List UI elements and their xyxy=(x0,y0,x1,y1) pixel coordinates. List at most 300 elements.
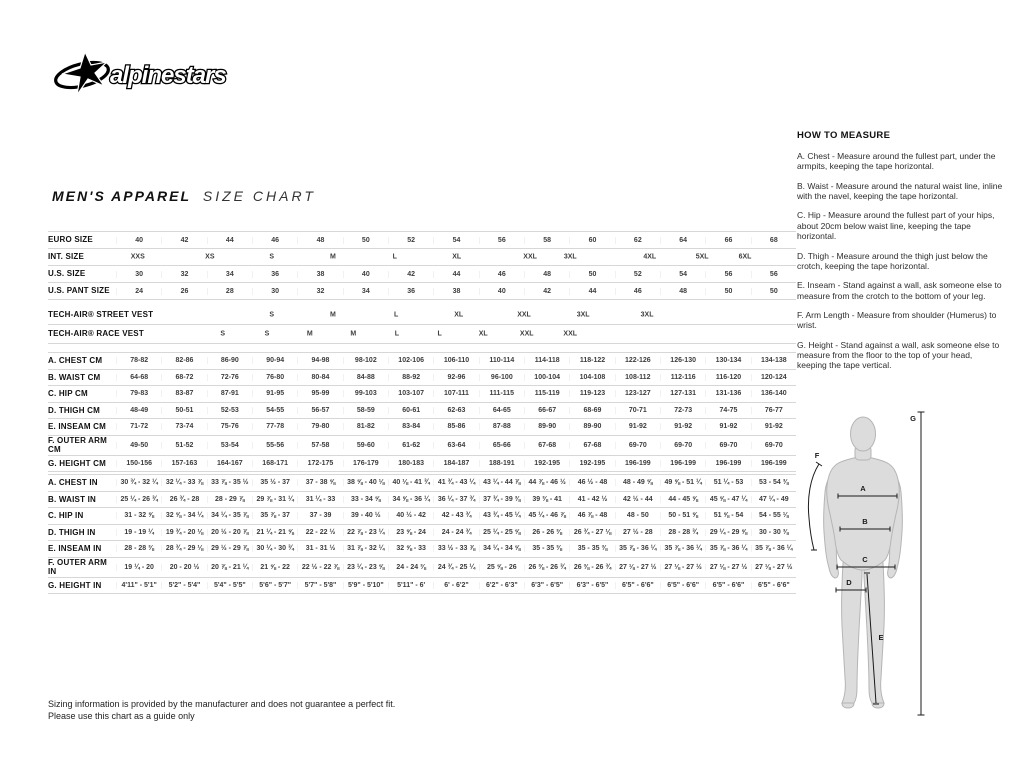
size-value-cell: 6'3" - 6'5" xyxy=(569,582,614,589)
size-value-cell: 172-175 xyxy=(297,460,342,467)
size-value-cell: 19 - 19 ¼ xyxy=(116,529,161,536)
size-value-cell: 22 ⅞ - 23 ¼ xyxy=(343,529,388,536)
row-b-waist-cm xyxy=(48,370,796,387)
size-value-cell: 23 ⅝ - 24 xyxy=(388,529,433,536)
size-value-cell: 75-76 xyxy=(207,423,252,430)
size-value-cell: 26 ¾ - 27 ⅛ xyxy=(569,529,614,536)
size-value-cell: 36 ¼ - 37 ¾ xyxy=(433,496,478,503)
size-value-cell: 6' - 6'2" xyxy=(433,582,478,589)
size-value-cell: 188-191 xyxy=(479,460,524,467)
size-value-cell: 29 ⅞ - 31 ¼ xyxy=(252,496,297,503)
row-euro-size xyxy=(48,232,796,249)
size-value-cell: 25 ¼ - 25 ⅝ xyxy=(479,529,524,536)
cm-measurements-block xyxy=(48,352,796,472)
size-value-cell: 27 ½ - 28 xyxy=(615,529,660,536)
size-value-cell: 52-53 xyxy=(207,407,252,414)
size-value-cell: 58 xyxy=(524,237,569,244)
alpinestars-logo-icon xyxy=(52,50,237,100)
size-value-cell: 50 xyxy=(569,271,614,278)
size-value-cell: 26 xyxy=(161,288,206,295)
size-value-cell: 196-199 xyxy=(705,460,750,467)
size-value-cell: 26 ⅜ - 26 ¾ xyxy=(569,564,614,571)
size-value-cell: 44 xyxy=(569,288,614,295)
row-label: F. OUTER ARM IN xyxy=(48,557,107,576)
size-value-cell: 6'5" - 6'6" xyxy=(705,582,750,589)
size-value-cell: 48 - 49 ⅝ xyxy=(615,479,660,486)
size-value-cell: 91-92 xyxy=(705,423,750,430)
row-label: U.S. PANT SIZE xyxy=(48,286,110,296)
size-value-cell: 70-71 xyxy=(615,407,660,414)
size-value-cell: 41 - 42 ½ xyxy=(569,496,614,503)
size-value-cell: 48-49 xyxy=(116,407,161,414)
size-value-cell: 89-90 xyxy=(569,423,614,430)
size-value-cell: 44 - 45 ⅝ xyxy=(660,496,705,503)
size-value-cell: 5'7" - 5'8" xyxy=(297,582,342,589)
size-value-cell: 40 ½ - 42 xyxy=(388,512,433,519)
size-value-cell: 78-82 xyxy=(116,357,161,364)
size-value-cell: 27 ⅛ - 27 ½ xyxy=(751,564,796,571)
size-value-cell: 48 xyxy=(660,288,705,295)
page-title-light: SIZE CHART xyxy=(202,188,316,204)
size-value-cell: 196-199 xyxy=(660,460,705,467)
size-value-cell: 123-127 xyxy=(615,390,660,397)
size-value-cell: 5'2" - 5'4" xyxy=(161,582,206,589)
row-label: TECH-AIR® RACE VEST xyxy=(48,329,144,339)
size-value-cell: 32 ⅝ - 33 xyxy=(388,545,433,552)
size-value-cell: 45 ¼ - 46 ⅞ xyxy=(524,512,569,519)
size-value-cell: 84-88 xyxy=(343,374,388,381)
size-value-cell: 35 ⅞ - 36 ¼ xyxy=(615,545,660,552)
size-value-cell: 184-187 xyxy=(433,460,478,467)
row-u-s-pant-size xyxy=(48,283,796,300)
size-value-cell: M xyxy=(306,330,313,338)
row-u-s-size xyxy=(48,266,796,283)
size-value-cell: 42 xyxy=(388,271,433,278)
svg-text:alpinestars: alpinestars xyxy=(110,62,226,89)
size-value-cell: 43 ¾ - 45 ¼ xyxy=(479,512,524,519)
size-value-cell: 86-90 xyxy=(207,357,252,364)
size-value-cell: 46 xyxy=(479,271,524,278)
size-value-cell: 43 ¼ - 44 ⅞ xyxy=(479,479,524,486)
size-value-cell: XXL xyxy=(563,330,578,338)
size-value-cell: 59-60 xyxy=(343,442,388,449)
size-value-cell: 35 - 35 ⅜ xyxy=(524,545,569,552)
size-value-cell: 3XL xyxy=(563,253,577,261)
size-value-cell: 32 xyxy=(161,271,206,278)
size-value-cell: 50 xyxy=(705,288,750,295)
size-value-cell: XL xyxy=(478,330,488,338)
how-to-measure-items xyxy=(797,151,1003,371)
row-a-chest-in xyxy=(48,475,796,492)
size-value-cell: 82-86 xyxy=(161,357,206,364)
size-value-cell: L xyxy=(437,330,442,338)
size-value-cell: 28 - 29 ⅞ xyxy=(207,496,252,503)
size-value-cell: 33 - 34 ⅝ xyxy=(343,496,388,503)
size-value-cell: 118-122 xyxy=(569,357,614,364)
size-value-cell: 53 - 54 ⅜ xyxy=(751,479,796,486)
table-gap xyxy=(48,344,796,352)
row-b-waist-in xyxy=(48,492,796,509)
measure-instruction-c: C. Hip - Measure around the fullest part of your hips, about 20cm below waist line, keeping the tape horizontal. xyxy=(797,210,995,242)
size-value-cell: 35 ⅞ - 36 ¼ xyxy=(705,545,750,552)
size-value-cell: 164-167 xyxy=(207,460,252,467)
page-title-bold: MEN'S APPAREL xyxy=(52,188,192,204)
measure-instruction-e: E. Inseam - Stand against a wall, ask someone else to measure from the crotch to the bottom of your leg. xyxy=(797,280,1002,301)
size-value-cell: 6'3" - 6'5" xyxy=(524,582,569,589)
size-value-cell: 5'6" - 5'7" xyxy=(252,582,297,589)
size-value-cell: 54-55 xyxy=(252,407,297,414)
size-value-cell: 106-110 xyxy=(433,357,478,364)
size-value-cell: 119-123 xyxy=(569,390,614,397)
size-value-cell: 87-88 xyxy=(479,423,524,430)
size-value-cell: 192-195 xyxy=(524,460,569,467)
size-value-cell: 31 - 32 ⅝ xyxy=(116,512,161,519)
size-span-area xyxy=(116,306,796,324)
size-value-cell: 52 xyxy=(615,271,660,278)
size-value-cell: 38 ⅝ - 40 ⅛ xyxy=(343,479,388,486)
row-int-size xyxy=(48,249,796,266)
size-value-cell: 37 - 38 ⅝ xyxy=(297,479,342,486)
size-value-cell: S xyxy=(220,330,226,338)
size-value-cell: 79-80 xyxy=(297,423,342,430)
size-value-cell: 40 xyxy=(116,237,161,244)
row-f-outer-arm-in xyxy=(48,558,796,578)
figure-label-g: G xyxy=(910,414,916,423)
size-value-cell: 50-51 xyxy=(161,407,206,414)
size-value-cell: 24 - 24 ⅜ xyxy=(388,564,433,571)
size-value-cell: L xyxy=(392,253,397,261)
size-value-cell: 44 ⅞ - 46 ½ xyxy=(524,479,569,486)
size-value-cell: 122-126 xyxy=(615,357,660,364)
size-span-area xyxy=(116,325,796,343)
row-a-chest-cm xyxy=(48,353,796,370)
size-value-cell: 30 xyxy=(252,288,297,295)
size-value-cell: 79-83 xyxy=(116,390,161,397)
size-value-cell: M xyxy=(329,253,336,261)
size-value-cell: 50 xyxy=(343,237,388,244)
size-value-cell: 72-76 xyxy=(207,374,252,381)
row-label: A. CHEST CM xyxy=(48,356,103,366)
size-value-cell: 96-100 xyxy=(479,374,524,381)
size-value-cell: 20 ⅞ - 21 ¼ xyxy=(207,564,252,571)
size-value-cell: 74-75 xyxy=(705,407,750,414)
size-value-cell: 126-130 xyxy=(660,357,705,364)
size-value-cell: 61-62 xyxy=(388,442,433,449)
figure-label-d: D xyxy=(846,578,852,587)
size-value-cell: 89-90 xyxy=(524,423,569,430)
size-value-cell: 80-84 xyxy=(297,374,342,381)
size-value-cell: 66 xyxy=(705,237,750,244)
size-value-cell: 64-68 xyxy=(116,374,161,381)
size-value-cell: 24 - 24 ¾ xyxy=(433,529,478,536)
size-value-cell: 136-140 xyxy=(751,390,796,397)
size-value-cell: 62 xyxy=(615,237,660,244)
size-value-cell: 81-82 xyxy=(343,423,388,430)
size-value-cell: 115-119 xyxy=(524,390,569,397)
size-value-cell: 127-131 xyxy=(660,390,705,397)
size-value-cell: 40 xyxy=(479,288,524,295)
size-value-cell: 31 ¼ - 33 xyxy=(297,496,342,503)
size-value-cell: 54 xyxy=(660,271,705,278)
size-value-cell: 45 ⅝ - 47 ¼ xyxy=(705,496,750,503)
size-value-cell: 53-54 xyxy=(207,442,252,449)
row-label: C. HIP IN xyxy=(48,511,84,521)
size-value-cell: 51 ⅝ - 54 xyxy=(705,512,750,519)
size-value-cell: 20 ½ - 20 ⅞ xyxy=(207,529,252,536)
size-value-cell: 87-91 xyxy=(207,390,252,397)
row-d-thigh-in xyxy=(48,525,796,542)
size-value-cell: 46 xyxy=(252,237,297,244)
size-value-cell: 134-138 xyxy=(751,357,796,364)
size-value-cell: 77-78 xyxy=(252,423,297,430)
size-value-cell: 48 - 50 xyxy=(615,512,660,519)
size-value-cell: 56 xyxy=(479,237,524,244)
row-tech-air-street-vest xyxy=(48,306,796,325)
size-value-cell: 91-95 xyxy=(252,390,297,397)
measure-instruction-a: A. Chest - Measure around the fullest part, under the armpits, keeping the tape horizontal. xyxy=(797,151,996,172)
row-label: B. WAIST CM xyxy=(48,372,101,382)
size-value-cell: XS xyxy=(205,253,215,261)
row-label: C. HIP CM xyxy=(48,389,88,399)
size-value-cell: 120-124 xyxy=(751,374,796,381)
size-value-cell: 27 ⅛ - 27 ½ xyxy=(615,564,660,571)
size-value-cell: 26 ⅜ - 26 ¾ xyxy=(524,564,569,571)
size-value-cell: 60 xyxy=(569,237,614,244)
size-value-cell: 69-70 xyxy=(660,442,705,449)
size-value-cell: XL xyxy=(452,253,462,261)
size-value-cell: 36 xyxy=(252,271,297,278)
size-value-cell: 26 ¾ - 28 xyxy=(161,496,206,503)
size-value-cell: 49 ⅝ - 51 ¼ xyxy=(660,479,705,486)
size-value-cell: 42 xyxy=(524,288,569,295)
size-value-cell: 42 - 43 ¾ xyxy=(433,512,478,519)
size-value-cell: 5'11" - 6' xyxy=(388,582,433,589)
size-value-cell: 39 - 40 ½ xyxy=(343,512,388,519)
size-value-cell: M xyxy=(350,330,357,338)
size-value-cell: 67-68 xyxy=(569,442,614,449)
size-value-cell: 83-87 xyxy=(161,390,206,397)
size-value-cell: 5'4" - 5'5" xyxy=(207,582,252,589)
size-value-cell: 23 ¼ - 23 ⅝ xyxy=(343,564,388,571)
size-value-cell: 168-171 xyxy=(252,460,297,467)
size-value-cell: 3XL xyxy=(576,311,590,319)
size-value-cell: 68-72 xyxy=(161,374,206,381)
size-value-cell: 35 - 35 ⅜ xyxy=(569,545,614,552)
size-value-cell: 40 xyxy=(343,271,388,278)
size-value-cell: 91-92 xyxy=(660,423,705,430)
size-value-cell: 37 ¾ - 39 ⅜ xyxy=(479,496,524,503)
size-value-cell: 64 xyxy=(660,237,705,244)
size-value-cell: 30 ¼ - 30 ¾ xyxy=(252,545,297,552)
measurement-figure xyxy=(788,400,1020,740)
size-value-cell: 42 xyxy=(161,237,206,244)
row-label: EURO SIZE xyxy=(48,235,93,245)
row-e-inseam-in xyxy=(48,541,796,558)
size-value-cell: 34 ⅝ - 36 ¼ xyxy=(388,496,433,503)
row-g-height-cm xyxy=(48,456,796,473)
size-table-header-block xyxy=(48,231,796,300)
size-value-cell: 56-57 xyxy=(297,407,342,414)
size-value-cell: 114-118 xyxy=(524,357,569,364)
size-value-cell: 6'5" - 6'6" xyxy=(751,582,796,589)
size-value-cell: 76-80 xyxy=(252,374,297,381)
measure-instruction-d: D. Thigh - Measure around the thigh just below the crotch, keeping the tape horizontal. xyxy=(797,250,988,271)
size-value-cell: 88-92 xyxy=(388,374,433,381)
size-value-cell: 28 - 28 ¾ xyxy=(660,529,705,536)
size-table xyxy=(48,231,796,594)
size-value-cell: 48 xyxy=(297,237,342,244)
size-value-cell: L xyxy=(394,311,399,319)
size-value-cell: 3XL xyxy=(640,311,654,319)
size-value-cell: 98-102 xyxy=(343,357,388,364)
size-value-cell: 35 ½ - 37 xyxy=(252,479,297,486)
size-value-cell: XXS xyxy=(130,253,145,261)
size-value-cell: 103-107 xyxy=(388,390,433,397)
size-value-cell: 150-156 xyxy=(116,460,161,467)
size-value-cell: 28 xyxy=(207,288,252,295)
size-value-cell: 19 ¼ - 20 xyxy=(116,564,161,571)
size-value-cell: 48 xyxy=(524,271,569,278)
size-value-cell: 32 ¼ - 33 ⅞ xyxy=(161,479,206,486)
size-value-cell: 55-56 xyxy=(252,442,297,449)
size-value-cell: 91-92 xyxy=(615,423,660,430)
size-value-cell: 63-64 xyxy=(433,442,478,449)
page-title xyxy=(52,188,316,204)
size-value-cell: 90-94 xyxy=(252,357,297,364)
size-value-cell: 32 ⅝ - 34 ¼ xyxy=(161,512,206,519)
row-label: D. THIGH CM xyxy=(48,405,100,415)
size-value-cell: L xyxy=(394,330,399,338)
size-value-cell: XXL xyxy=(517,311,531,319)
size-value-cell: 33 ½ - 33 ⅞ xyxy=(433,545,478,552)
size-value-cell: 32 xyxy=(297,288,342,295)
size-value-cell: 196-199 xyxy=(751,460,796,467)
size-value-cell: 69-70 xyxy=(751,442,796,449)
size-value-cell: 21 ⅝ - 22 xyxy=(252,564,297,571)
size-value-cell: 51 ¼ - 53 xyxy=(705,479,750,486)
how-to-measure-title: HOW TO MEASURE xyxy=(797,130,891,141)
size-value-cell: 30 ¾ - 32 ¼ xyxy=(116,479,161,486)
size-value-cell: 5'9" - 5'10" xyxy=(343,582,388,589)
row-label: D. THIGH IN xyxy=(48,527,96,537)
row-label: A. CHEST IN xyxy=(48,478,98,488)
size-value-cell: 22 ½ - 22 ⅞ xyxy=(297,564,342,571)
size-value-cell: S xyxy=(264,330,270,338)
size-value-cell: 34 xyxy=(343,288,388,295)
figure-label-c: C xyxy=(862,555,868,564)
row-e-inseam-cm xyxy=(48,419,796,436)
size-value-cell: 54 xyxy=(433,237,478,244)
size-value-cell: 62-63 xyxy=(433,407,478,414)
size-value-cell: 68 xyxy=(751,237,796,244)
size-value-cell: 39 ⅜ - 41 xyxy=(524,496,569,503)
size-value-cell: 6'2" - 6'3" xyxy=(479,582,524,589)
size-value-cell: 47 ¼ - 49 xyxy=(751,496,796,503)
row-c-hip-in xyxy=(48,508,796,525)
row-label: B. WAIST IN xyxy=(48,494,96,504)
size-value-cell: 196-199 xyxy=(615,460,660,467)
size-value-cell: 6'5" - 6'6" xyxy=(660,582,705,589)
size-value-cell: 100-104 xyxy=(524,374,569,381)
size-value-cell: 50 xyxy=(751,288,796,295)
size-value-cell: 29 ½ - 29 ⅞ xyxy=(207,545,252,552)
size-value-cell: 58-59 xyxy=(343,407,388,414)
size-value-cell: 29 ¼ - 29 ⅝ xyxy=(705,529,750,536)
size-value-cell: 56 xyxy=(751,271,796,278)
size-value-cell: 116-120 xyxy=(705,374,750,381)
row-tech-air-race-vest xyxy=(48,325,796,344)
size-value-cell: 76-77 xyxy=(751,407,796,414)
size-value-cell: 34 ¼ - 34 ⅝ xyxy=(479,545,524,552)
size-value-cell: 102-106 xyxy=(388,357,433,364)
size-value-cell: 130-134 xyxy=(705,357,750,364)
size-value-cell: 131-136 xyxy=(705,390,750,397)
size-value-cell: 92-96 xyxy=(433,374,478,381)
row-d-thigh-cm xyxy=(48,403,796,420)
size-value-cell: 28 - 28 ⅜ xyxy=(116,545,161,552)
size-value-cell: 49-50 xyxy=(116,442,161,449)
size-value-cell: 37 - 39 xyxy=(297,512,342,519)
size-value-cell: 34 xyxy=(207,271,252,278)
row-g-height-in xyxy=(48,578,796,595)
size-value-cell: 5XL xyxy=(695,253,709,261)
size-value-cell: 50 - 51 ⅝ xyxy=(660,512,705,519)
row-label: G. HEIGHT CM xyxy=(48,458,106,468)
measure-instruction-g: G. Height - Stand against a wall, ask someone else to measure from the floor to the top of your head, keeping the tape vertical. xyxy=(797,339,1000,371)
size-value-cell: 192-195 xyxy=(569,460,614,467)
size-value-cell: 60-61 xyxy=(388,407,433,414)
how-to-measure-section xyxy=(797,130,1003,380)
size-value-cell: 6'5" - 6'6" xyxy=(615,582,660,589)
size-value-cell: 66-67 xyxy=(524,407,569,414)
size-value-cell: 112-116 xyxy=(660,374,705,381)
size-value-cell: 68-69 xyxy=(569,407,614,414)
footer-line-1: Sizing information is provided by the manufacturer and does not guarantee a perfect fit. xyxy=(48,699,396,709)
size-value-cell: 46 ⅞ - 48 xyxy=(569,512,614,519)
size-value-cell: 35 ⅞ - 36 ¼ xyxy=(660,545,705,552)
size-value-cell: 27 ⅛ - 27 ½ xyxy=(660,564,705,571)
size-value-cell: 31 - 31 ½ xyxy=(297,545,342,552)
size-value-cell: 4'11" - 5'1" xyxy=(116,582,161,589)
size-value-cell: 42 ½ - 44 xyxy=(615,496,660,503)
size-value-cell: 30 - 30 ⅜ xyxy=(751,529,796,536)
size-value-cell: 31 ⅞ - 32 ¼ xyxy=(343,545,388,552)
size-value-cell: 176-179 xyxy=(343,460,388,467)
size-value-cell: 34 ¼ - 35 ⅞ xyxy=(207,512,252,519)
size-value-cell: 25 ⅝ - 26 xyxy=(479,564,524,571)
size-value-cell: 180-183 xyxy=(388,460,433,467)
figure-label-a: A xyxy=(860,484,866,493)
size-value-cell: 25 ¼ - 26 ¾ xyxy=(116,496,161,503)
size-value-cell: 51-52 xyxy=(161,442,206,449)
row-label: E. INSEAM IN xyxy=(48,544,102,554)
figure-label-b: B xyxy=(862,517,868,526)
size-value-cell: 35 ⅞ - 36 ¼ xyxy=(751,545,796,552)
size-value-cell: 72-73 xyxy=(660,407,705,414)
size-value-cell: 157-163 xyxy=(161,460,206,467)
row-label: TECH-AIR® STREET VEST xyxy=(48,310,154,320)
measure-instruction-b: B. Waist - Measure around the natural waist line, inline with the navel, keeping the tape horizontal. xyxy=(797,180,1003,202)
size-value-cell: 69-70 xyxy=(615,442,660,449)
size-value-cell: 30 xyxy=(116,271,161,278)
size-value-cell: 21 ¼ - 21 ⅝ xyxy=(252,529,297,536)
size-value-cell: 44 xyxy=(207,237,252,244)
size-value-cell: 56 xyxy=(705,271,750,278)
size-value-cell: 71-72 xyxy=(116,423,161,430)
size-value-cell: 110-114 xyxy=(479,357,524,364)
size-value-cell: 6XL xyxy=(738,253,752,261)
size-value-cell: 19 ¾ - 20 ⅛ xyxy=(161,529,206,536)
